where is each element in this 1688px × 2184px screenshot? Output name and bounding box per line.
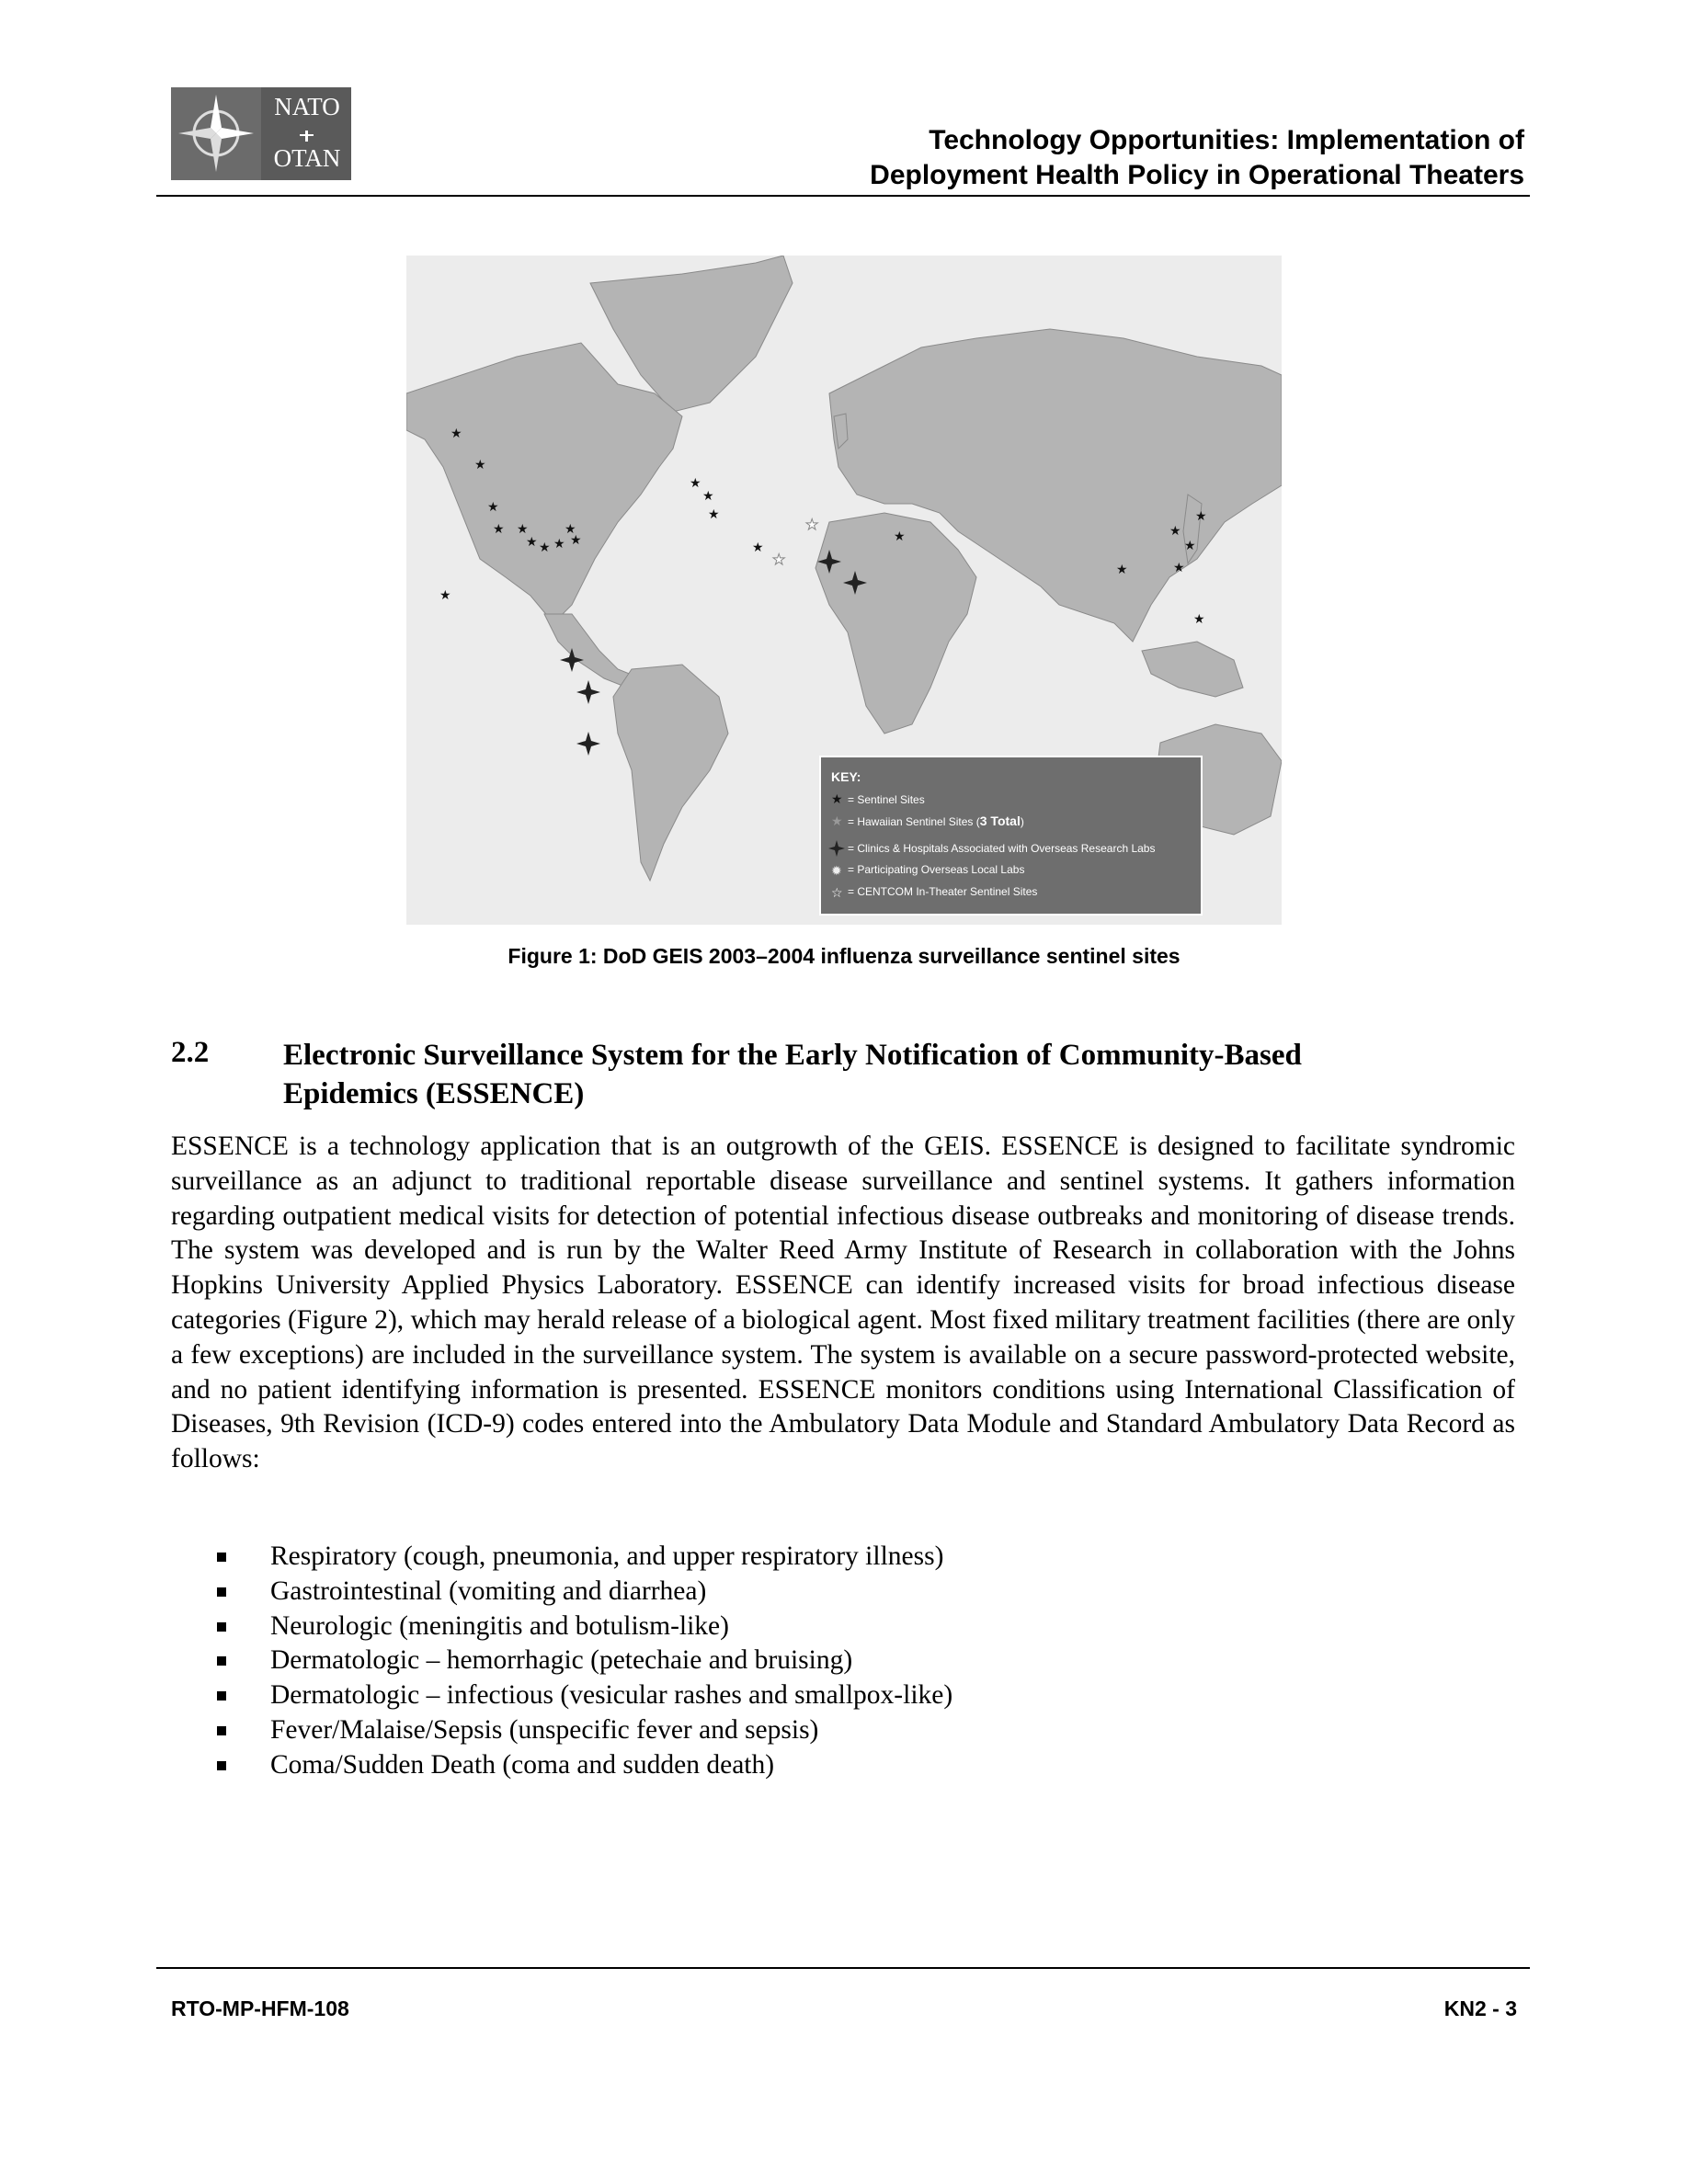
white-star-icon: ☆ — [831, 886, 843, 901]
black-star-icon: ★ — [831, 792, 843, 807]
landmass-se-asia — [1142, 642, 1243, 697]
sentinel-site-marker: ★ — [1193, 612, 1205, 627]
centcom-site-marker: ★ — [805, 516, 819, 533]
list-item: Neurologic (meningitis and botulism-like) — [217, 1610, 1412, 1644]
legend-item-centcom: = CENTCOM In-Theater Sentinel Sites — [848, 885, 1038, 898]
sentinel-site-marker: ★ — [1195, 509, 1207, 524]
legend-item-sentinel: = Sentinel Sites — [848, 793, 925, 806]
logo-text-nato: NATO — [274, 93, 340, 120]
world-map — [406, 256, 1282, 925]
compass-rose-icon — [171, 87, 261, 180]
map-legend — [820, 756, 1202, 915]
header-title-line2: Deployment Health Policy in Operational Theaters — [870, 160, 1524, 190]
sentinel-site-marker: ★ — [517, 522, 529, 537]
section-title: Electronic Surveillance System for the Early Notification of Community-Based Epidemics (ESSENCE) — [283, 1039, 1302, 1110]
legend-item-clinics: = Clinics & Hospitals Associated with Overseas Research Labs — [848, 842, 1156, 855]
bullet-square-icon — [217, 1656, 226, 1666]
gray-star-icon: ★ — [831, 814, 843, 829]
bullet-square-icon — [217, 1726, 226, 1735]
bullet-square-icon — [217, 1761, 226, 1770]
sentinel-site-marker: ★ — [565, 522, 576, 537]
sentinel-site-marker: ★ — [708, 507, 720, 522]
centcom-site-marker: ★ — [772, 551, 786, 568]
list-item: Dermatologic – infectious (vesicular rashes and smallpox-like) — [217, 1678, 1412, 1713]
footer-rule — [156, 1967, 1530, 1969]
nato-logo — [171, 87, 351, 180]
header-rule — [156, 195, 1530, 197]
landmass-africa — [815, 513, 976, 734]
sentinel-site-marker: ★ — [570, 533, 582, 548]
sentinel-site-marker: ★ — [493, 522, 505, 537]
clinic-marker — [576, 732, 600, 756]
bullet-square-icon — [217, 1587, 226, 1597]
header-title-line1: Technology Opportunities: Implementation of — [929, 125, 1524, 155]
sentinel-site-marker: ★ — [1169, 524, 1181, 539]
report-code: RTO-MP-HFM-108 — [171, 1996, 349, 2020]
clinic-marker — [576, 680, 600, 704]
sentinel-site-marker: ★ — [1116, 563, 1128, 577]
list-item: Respiratory (cough, pneumonia, and upper respiratory illness) — [217, 1540, 1412, 1575]
section-number: 2.2 — [171, 1036, 210, 1069]
sentinel-site-marker: ★ — [752, 540, 764, 555]
sentinel-site-marker: ★ — [487, 500, 499, 515]
list-item: Fever/Malaise/Sepsis (unspecific fever and sepsis) — [217, 1713, 1412, 1748]
legend-item-hawaiian: = Hawaiian Sentinel Sites (3 Total) — [848, 813, 1024, 828]
sentinel-site-marker: ★ — [439, 588, 451, 603]
list-item: Coma/Sudden Death (coma and sudden death) — [217, 1748, 1412, 1783]
legend-title: KEY: — [831, 769, 861, 784]
sentinel-site-marker: ★ — [553, 537, 565, 552]
page-number: KN2 - 3 — [1443, 1996, 1517, 2020]
list-item: Gastrointestinal (vomiting and diarrhea) — [217, 1575, 1412, 1610]
sentinel-site-marker: ★ — [474, 458, 486, 472]
landmass-north-america — [406, 343, 682, 623]
body-paragraph: ESSENCE is a technology application that is an outgrowth of the GEIS. ESSENCE is designed to facilitate syndromic surveillance as an adjunct to traditional reportable disease surveillance and sentinel systems. It gathers information regarding outpatient medical visits for detection of potential infectious disease outbreaks and monitoring of disease trends. The system was developed and is run by the Walter Reed Army Institute of Research in collaboration with the Johns Hopkins University Applied Physics Laboratory. ESSENCE can identify increased visits for broad infectious disease categories (Figure 2), which may herald release of a biological agent. Most fixed military treatment facilities (there are only a few exceptions) are included in the surveillance system. The system is available on a secure password-protected website, and no patient identifying information is presented. ESSENCE monitors conditions using International Classification of Diseases, 9th Revision (ICD-9) codes entered into the Ambulatory Data Module and Standard Ambulatory Data Record as follows: — [171, 1132, 1515, 1474]
landmass-south-america — [613, 665, 728, 881]
sentinel-site-marker: ★ — [690, 476, 701, 491]
logo-text-otan: OTAN — [273, 144, 341, 172]
bullet-square-icon — [217, 1622, 226, 1632]
sentinel-site-marker: ★ — [1173, 561, 1185, 575]
sentinel-site-marker: ★ — [1184, 539, 1196, 553]
world-map-figure — [406, 256, 1282, 925]
sentinel-site-marker: ★ — [702, 489, 714, 504]
list-item: Dermatologic – hemorrhagic (petechaie and bruising) — [217, 1644, 1412, 1678]
sunburst-icon: ✹ — [831, 864, 842, 879]
sentinel-site-marker: ★ — [526, 535, 538, 550]
sentinel-site-marker: ★ — [539, 540, 551, 555]
running-header — [870, 123, 1524, 193]
condition-list — [217, 1540, 1412, 1783]
figure-caption: Figure 1: DoD GEIS 2003–2004 influenza surveillance sentinel sites — [508, 944, 1180, 968]
bullet-square-icon — [217, 1691, 226, 1701]
legend-item-local-labs: = Participating Overseas Local Labs — [848, 863, 1025, 876]
sentinel-site-marker: ★ — [894, 529, 906, 544]
sentinel-site-marker: ★ — [451, 427, 462, 441]
bullet-square-icon — [217, 1553, 226, 1562]
